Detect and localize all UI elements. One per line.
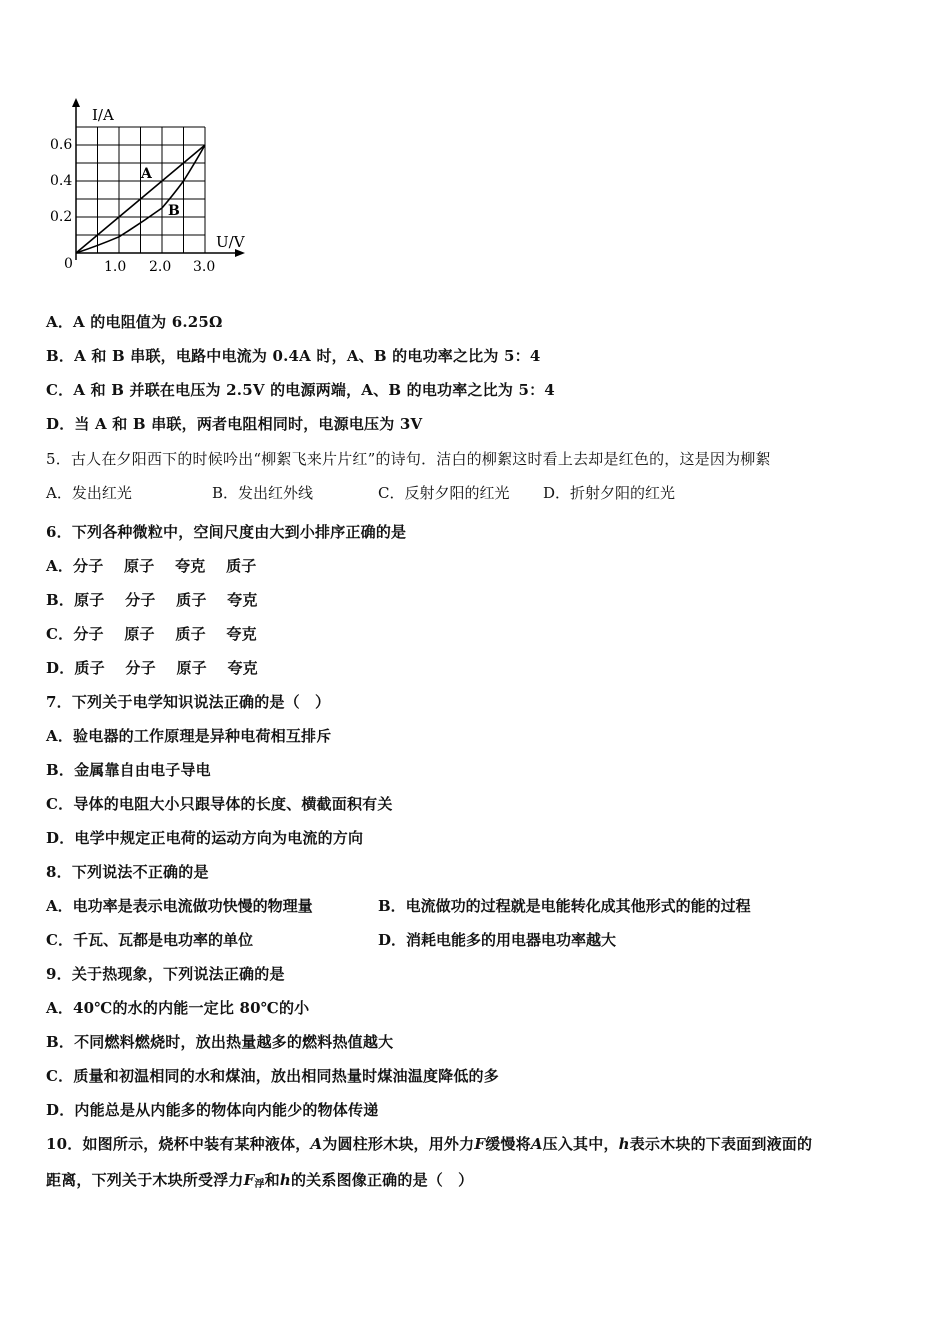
y-axis-arrow [72,98,80,107]
q8-option-a: A．电功率是表示电流做功快慢的物理量 [46,897,313,915]
q9-option-b: B．不同燃料燃烧时，放出热量越多的燃料热值越大 [46,1033,394,1051]
curve-a-label: A [141,166,152,182]
q5-option-a: A．发出红光 [46,484,132,502]
q7-stem: 7．下列关于电学知识说法正确的是（ ） [46,693,331,711]
iu-graph [40,92,260,282]
q7-option-d: D．电学中规定正电荷的运动方向为电流的方向 [46,829,364,847]
q5-stem: 5．古人在夕阳西下的时候吟出“柳絮飞来片片红”的诗句．洁白的柳絮这时看上去却是红色的，这是因为柳絮 [46,450,771,468]
q4-option-a: A．A 的电阻值为 6.25Ω [46,313,223,331]
q7-option-c: C．导体的电阻大小只跟导体的长度、横截面积有关 [46,795,393,813]
y-tick-label: 0.6 [50,137,73,153]
x-axis-label: U/V [216,233,245,251]
q7-option-a: A．验电器的工作原理是异种电荷相互排斥 [46,727,332,745]
x-tick-label: 2.0 [149,259,172,275]
q9-stem: 9．关于热现象，下列说法正确的是 [46,965,285,983]
y-axis-label: I/A [92,106,114,124]
q6-option-c: C．分子 原子 质子 夸克 [46,625,257,643]
q5-option-b: B．发出红外线 [212,484,314,502]
q5-option-d: D．折射夕阳的红光 [543,484,676,502]
q8-stem: 8．下列说法不正确的是 [46,863,209,881]
q10-stem-line-2: 距离，下列关于木块所受浮力$F_浮$和h的关系图像正确的是（ ） [46,1171,474,1190]
y-tick-label: 0.4 [50,173,73,189]
q8-option-c: C．千瓦、瓦都是电功率的单位 [46,931,253,949]
x-tick-label: 3.0 [193,259,216,275]
q9-option-d: D．内能总是从内能多的物体向内能少的物体传递 [46,1101,379,1119]
graph-grid [76,127,205,253]
q4-option-c: C．A 和 B 并联在电压为 2.5V 的电源两端，A、B 的电功率之比为 5：4 [46,381,555,399]
q6-option-a: A．分子 原子 夸克 质子 [46,557,257,575]
q6-option-d: D．质子 分子 原子 夸克 [46,659,258,677]
origin-label: 0 [64,256,73,272]
iu-graph-svg [40,92,260,282]
q4-option-d: D．当 A 和 B 串联，两者电阻相同时，电源电压为 3V [46,415,423,433]
q10-stem-line-1: 10．如图所示，烧杯中装有某种液体，A为圆柱形木块，用外力F缓慢将A压入其中，h表示木块的下表面到液面的 [46,1135,813,1153]
q8-option-b: B．电流做功的过程就是电能转化成其他形式的能的过程 [378,897,751,915]
q7-option-b: B．金属靠自由电子导电 [46,761,211,779]
curve-b-label: B [168,203,180,219]
q6-option-b: B．原子 分子 质子 夸克 [46,591,258,609]
q9-option-a: A．40℃的水的内能一定比 80℃的小 [46,999,310,1017]
q5-option-c: C．反射夕阳的红光 [378,484,510,502]
q8-option-d: D．消耗电能多的用电器电功率越大 [378,931,617,949]
x-tick-label: 1.0 [104,259,127,275]
q9-option-c: C．质量和初温相同的水和煤油，放出相同热量时煤油温度降低的多 [46,1067,499,1085]
q4-option-b: B．A 和 B 串联，电路中电流为 0.4A 时，A、B 的电功率之比为 5：4 [46,347,541,365]
q6-stem: 6．下列各种微粒中，空间尺度由大到小排序正确的是 [46,523,407,541]
y-tick-label: 0.2 [50,209,73,225]
